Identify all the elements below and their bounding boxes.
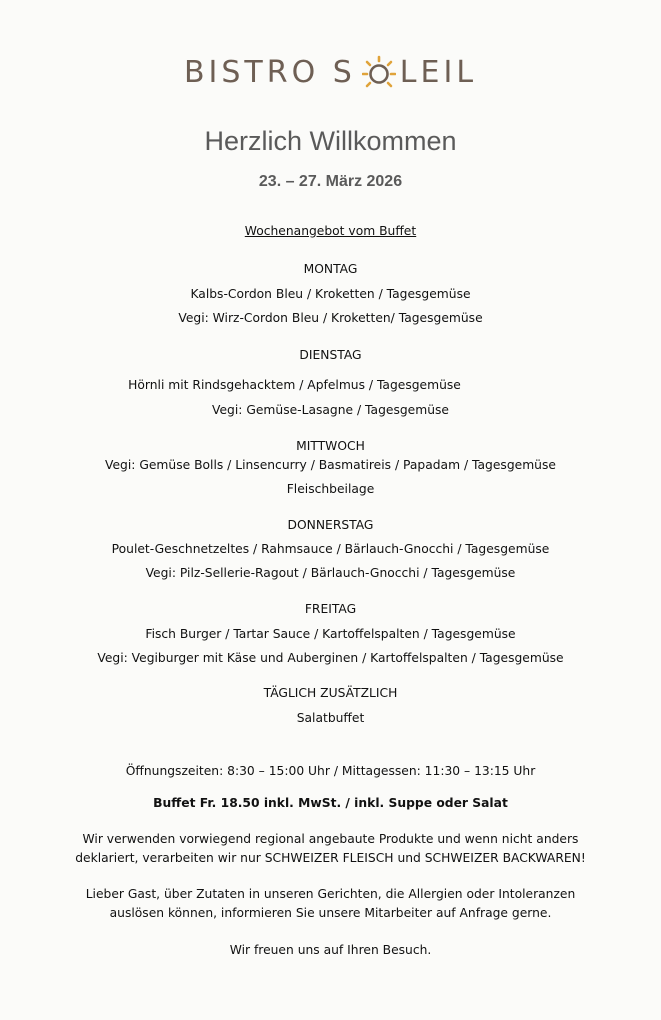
day-name: DONNERSTAG <box>287 518 374 532</box>
regional-note: deklariert, verarbeiten wir nur SCHWEIZER FLEISCH und SCHWEIZER BACKWAREN! <box>75 851 586 865</box>
menu-item: Kalbs-Cordon Bleu / Kroketten / Tagesgemüse <box>190 287 471 301</box>
bistro-logo <box>0 55 661 90</box>
day-name: MITTWOCH <box>296 439 365 453</box>
welcome-title: Herzlich Willkommen <box>204 126 457 156</box>
logo-text-before: BISTRO S <box>183 55 356 90</box>
menu-item: Salatbuffet <box>296 711 365 725</box>
menu-item: Hörnli mit Rindsgehacktem / Apfelmus / Tagesgemüse <box>128 378 461 392</box>
day-name: TÄGLICH ZUSÄTZLICH <box>263 686 398 700</box>
logo-text-after: LEIL <box>399 55 478 90</box>
menu-item: Vegi: Gemüse Bolls / Linsencurry / Basmatireis / Papadam / Tagesgemüse <box>105 458 556 472</box>
opening-hours: Öffnungszeiten: 8:30 – 15:00 Uhr / Mittagessen: 11:30 – 13:15 Uhr <box>125 764 536 778</box>
day-name: FREITAG <box>304 602 357 616</box>
menu-item: Vegi: Wirz-Cordon Bleu / Kroketten/ Tagesgemüse <box>178 311 483 325</box>
menu-heading: Wochenangebot vom Buffet <box>244 224 417 238</box>
allergy-note: Lieber Gast, über Zutaten in unseren Gerichten, die Allergien oder Intoleranzen <box>85 887 576 901</box>
allergy-note: auslösen können, informieren Sie unsere Mitarbeiter auf Anfrage gerne. <box>109 906 552 920</box>
sun-icon <box>362 55 396 89</box>
menu-item: Fleischbeilage <box>286 482 375 496</box>
regional-note: Wir verwenden vorwiegend regional angebaute Produkte und wenn nicht anders <box>82 832 579 846</box>
price-info: Buffet Fr. 18.50 inkl. MwSt. / inkl. Suppe oder Salat <box>153 796 508 810</box>
menu-item: Vegi: Vegiburger mit Käse und Auberginen / Kartoffelspalten / Tagesgemüse <box>97 651 564 665</box>
menu-item: Fisch Burger / Tartar Sauce / Kartoffelspalten / Tagesgemüse <box>145 627 516 641</box>
menu-item: Vegi: Gemüse-Lasagne / Tagesgemüse <box>212 403 449 417</box>
date-range: 23. – 27. März 2026 <box>258 173 403 190</box>
menu-item: Poulet-Geschnetzeltes / Rahmsauce / Bärlauch-Gnocchi / Tagesgemüse <box>111 542 550 556</box>
day-name: DIENSTAG <box>299 348 362 362</box>
closing-note: Wir freuen uns auf Ihren Besuch. <box>229 943 432 957</box>
menu-item: Vegi: Pilz-Sellerie-Ragout / Bärlauch-Gnocchi / Tagesgemüse <box>145 566 516 580</box>
day-name: MONTAG <box>303 262 358 276</box>
